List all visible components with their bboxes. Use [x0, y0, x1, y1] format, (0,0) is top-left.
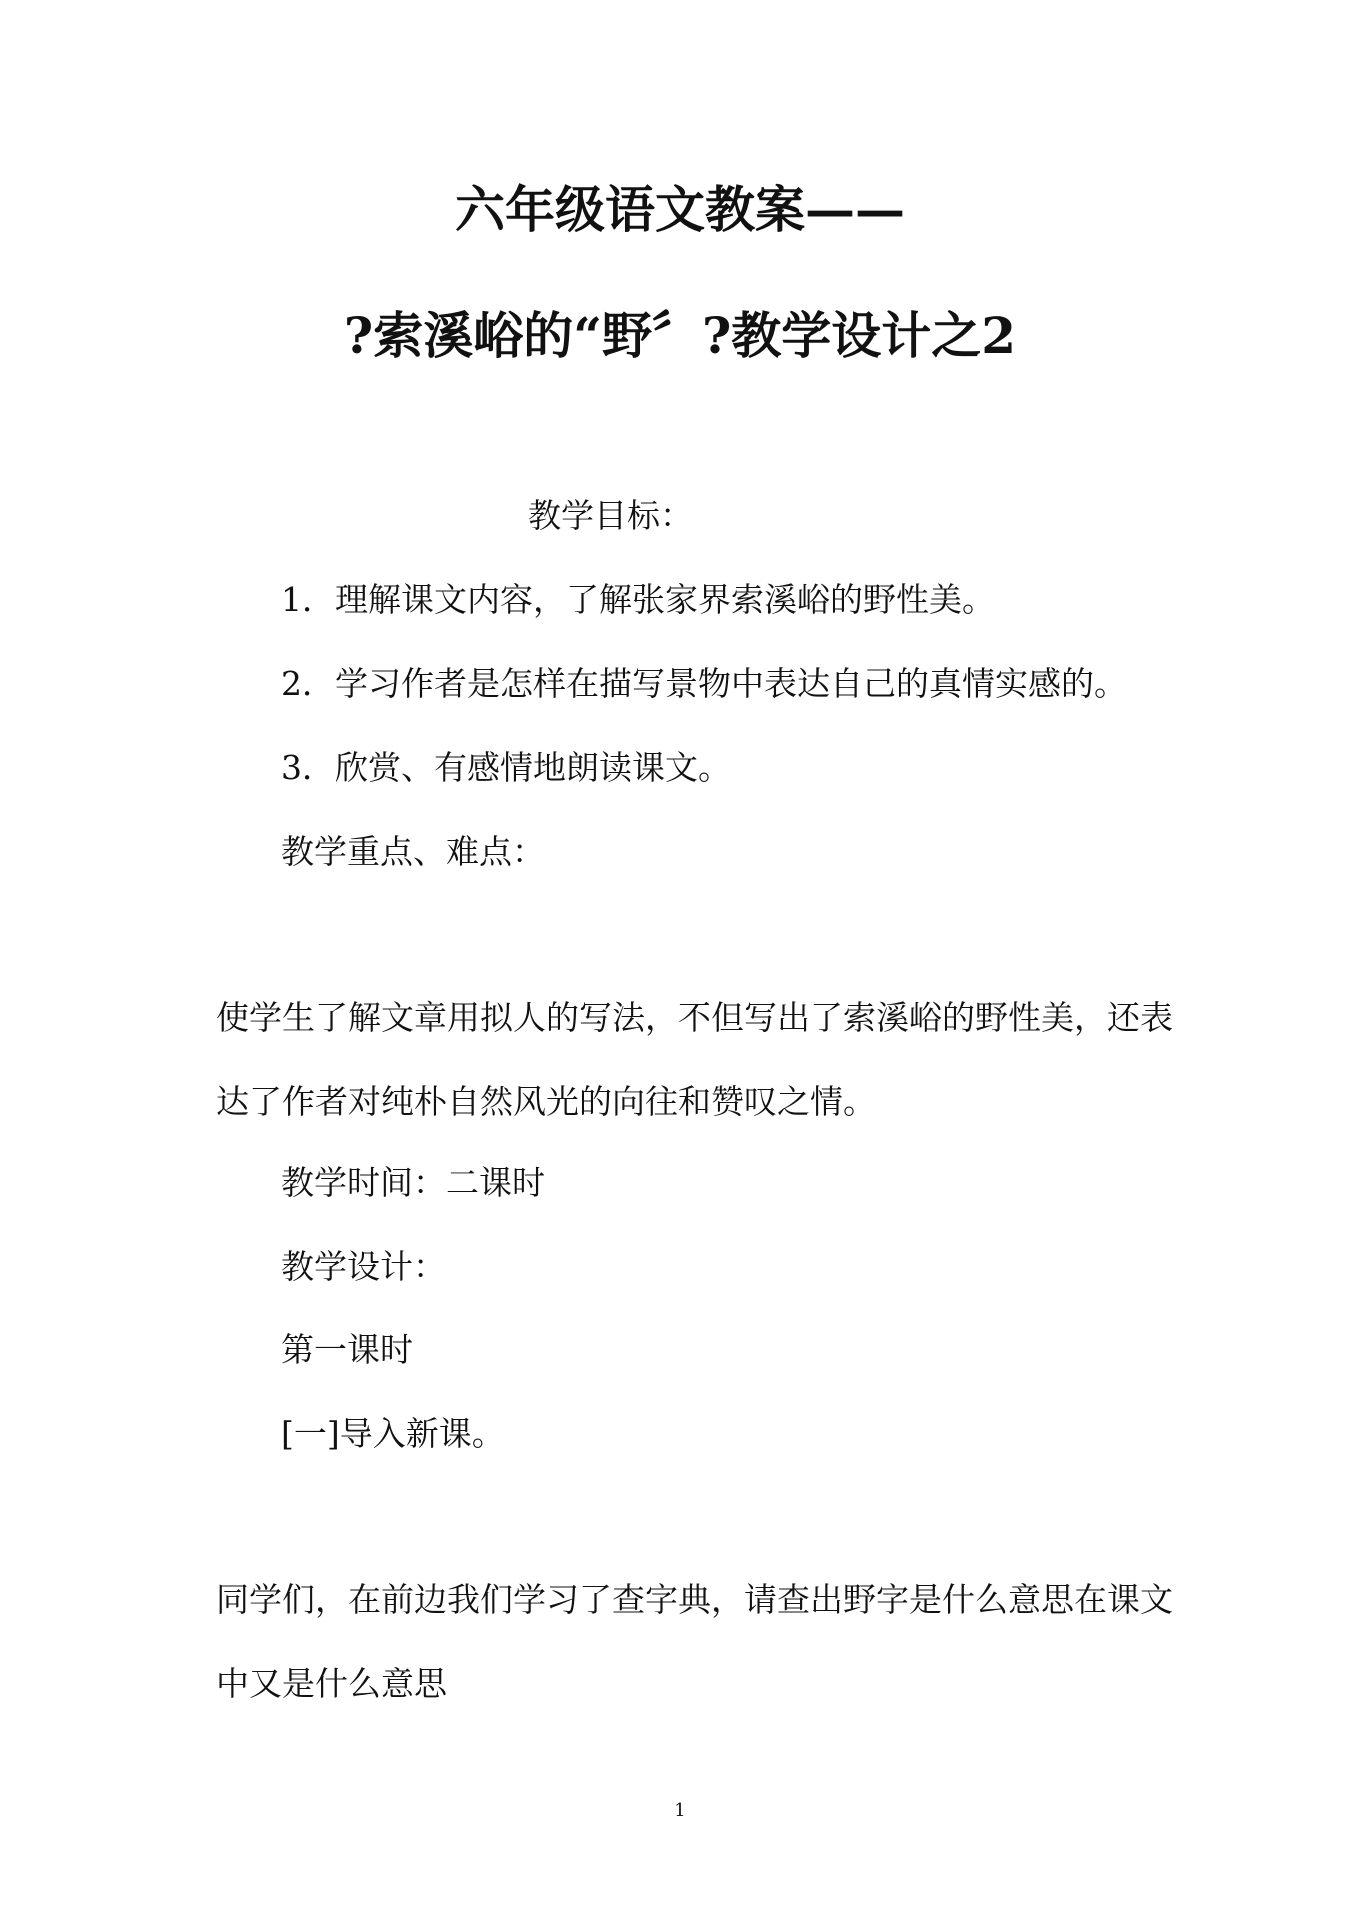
intro-heading: [一]导入新课。	[281, 1414, 505, 1453]
objective-item: 2．学习作者是怎样在描写景物中表达自己的真情实感的。	[281, 664, 1127, 703]
intro-text: 中又是什么意思	[216, 1664, 447, 1703]
title-line-2: ?索溪峪的“野〞?教学设计之2	[343, 306, 1017, 365]
key-points-text: 使学生了解文章用拟人的写法，不但写出了索溪峪的野性美，还表	[216, 998, 1173, 1037]
teaching-time: 教学时间：二课时	[281, 1163, 545, 1202]
key-points-heading: 教学重点、难点：	[281, 832, 545, 871]
design-heading: 教学设计：	[281, 1247, 446, 1286]
objective-item: 1．理解课文内容，了解张家界索溪峪的野性美。	[281, 580, 995, 619]
objective-item: 3．欣赏、有感情地朗读课文。	[281, 748, 731, 787]
intro-text: 同学们，在前边我们学习了查字典，请查出野字是什么意思在课文	[216, 1580, 1173, 1619]
objectives-heading: 教学目标：	[528, 496, 693, 535]
page-number: 1	[674, 1800, 686, 1821]
lesson-heading: 第一课时	[281, 1330, 413, 1369]
key-points-text: 达了作者对纯朴自然风光的向往和赞叹之情。	[216, 1082, 876, 1121]
title-line-1: 六年级语文教案——	[455, 180, 905, 239]
